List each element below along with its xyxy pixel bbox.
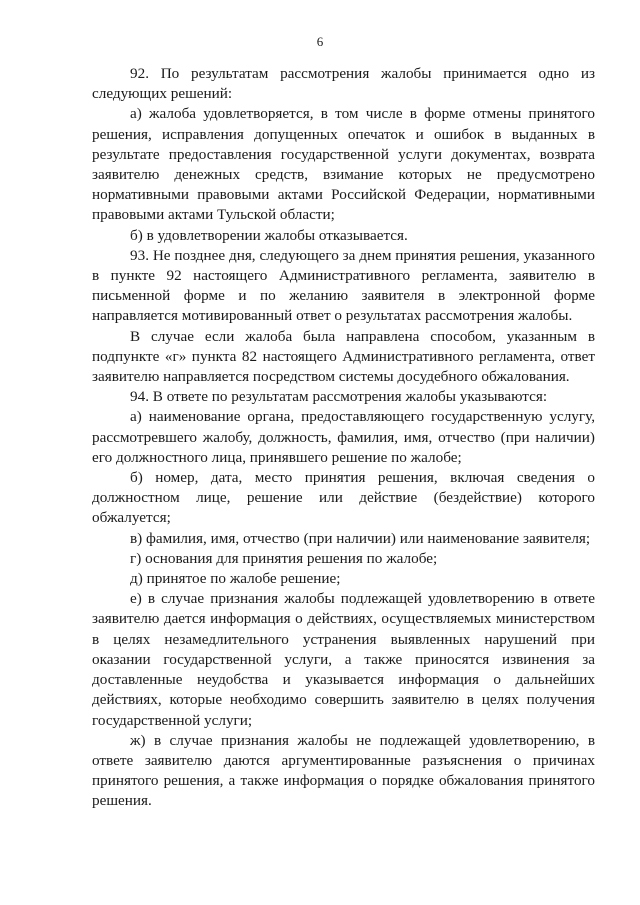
paragraph-92-b: б) в удовлетворении жалобы отказывается. xyxy=(130,226,408,244)
paragraph-94-d: д) принятое по жалобе решение; xyxy=(130,570,341,588)
paragraph-94-b: б) номер, дата, место принятия решения, включая сведения о должностном лице, решение или действие (бездействие) которого обжалуется; xyxy=(92,469,595,527)
document-body xyxy=(92,64,595,812)
paragraph-92-a: а) жалоба удовлетворяется, в том числе в форме отмены принятого решения, исправления допущенных опечаток и ошибок в выданных в результате предоставления государственной услуги документах, возврата заявителю денежных средств, взимание которых не предусмотрено нормативными правовыми актами Российской Федерации, нормативными правовыми актами Тульской области; xyxy=(92,105,595,224)
paragraph-92: 92. По результатам рассмотрения жалобы принимается одно из следующих решений: xyxy=(92,65,595,103)
paragraph-94-e: е) в случае признания жалобы подлежащей удовлетворению в ответе заявителю дается информация о действиях, осуществляемых министерством в целях незамедлительного устранения выявленных нарушений при оказании государственной услуги, а также приносятся извинения за доставленные неудобства и указывается информация о дальнейших действиях, которые необходимо совершить заявителю в целях получения государственной услуги; xyxy=(92,590,595,729)
paragraph-94: 94. В ответе по результатам рассмотрения жалобы указываются: xyxy=(130,388,548,406)
page-number: 6 xyxy=(316,34,324,49)
paragraph-93: 93. Не позднее дня, следующего за днем принятия решения, указанного в пункте 92 настоящего Административного регламента, заявителю в письменной форме и по желанию заявителя в электронной форме направляется мотивированный ответ о результатах рассмотрения жалобы. xyxy=(92,246,595,325)
paragraph-94-a: а) наименование органа, предоставляющего государственную услугу, рассмотревшего жалобу, должность, фамилия, имя, отчество (при наличии) его должностного лица, принявшего решение по жалобе; xyxy=(92,408,595,466)
paragraph-94-v: в) фамилия, имя, отчество (при наличии) или наименование заявителя; xyxy=(130,529,591,547)
paragraph-93-note: В случае если жалоба была направлена способом, указанным в подпункте «г» пункта 82 настоящего Административного регламента, ответ заявителю направляется посредством системы досудебного обжалования. xyxy=(92,327,595,386)
paragraph-94-g: г) основания для принятия решения по жалобе; xyxy=(130,549,438,567)
paragraph-94-zh: ж) в случае признания жалобы не подлежащей удовлетворению, в ответе заявителю даются аргументированные разъяснения о причинах принятого решения, а также информация о порядке обжалования принятого решения. xyxy=(92,731,595,810)
